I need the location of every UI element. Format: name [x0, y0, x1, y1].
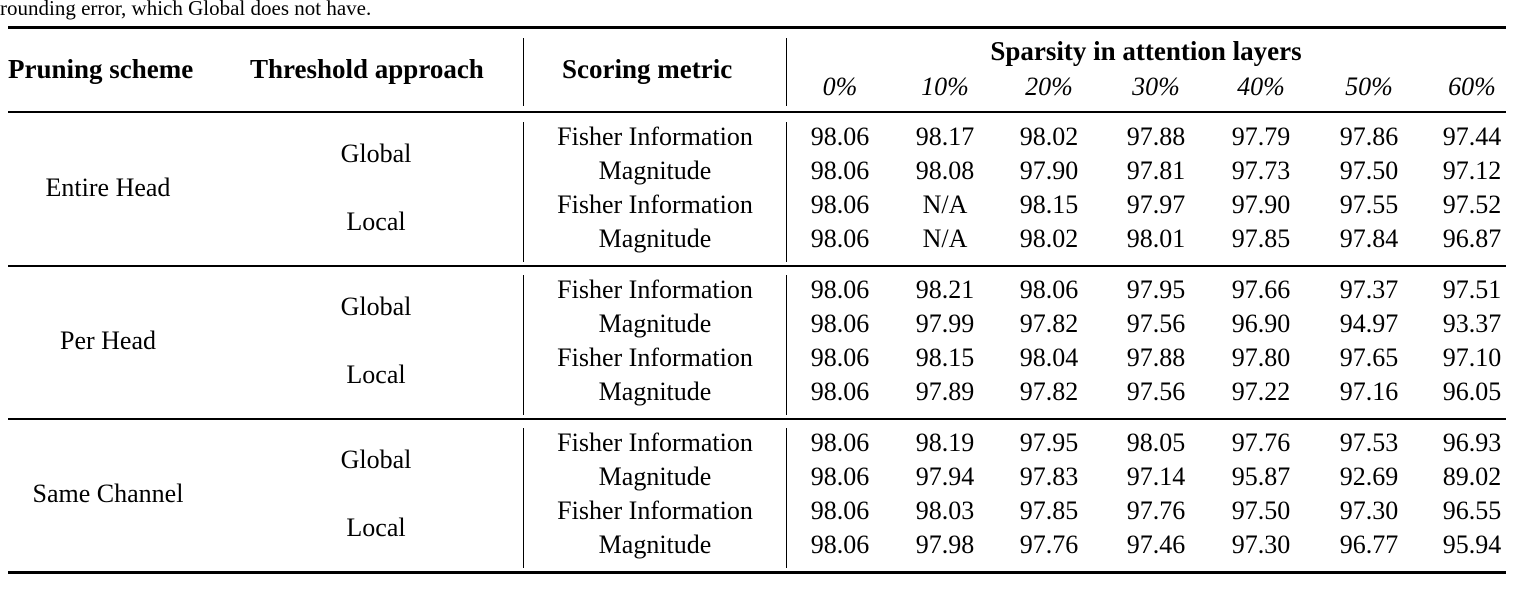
sparsity-level-3: 30%: [1132, 72, 1180, 101]
accuracy-cell: 97.14: [1126, 462, 1186, 491]
pruning-scheme-label: Per Head: [59, 326, 156, 355]
accuracy-cell: 98.06: [810, 343, 870, 372]
accuracy-cell: 96.87: [1442, 224, 1502, 253]
accuracy-cell: 97.84: [1339, 224, 1399, 253]
sparsity-level-4: 40%: [1237, 72, 1285, 101]
accuracy-cell: 98.06: [810, 275, 870, 304]
divider-metric: [786, 275, 787, 415]
threshold-label: Global: [340, 445, 412, 474]
accuracy-cell: 96.05: [1442, 377, 1502, 406]
accuracy-cell: 98.06: [810, 122, 870, 151]
divider-threshold: [523, 428, 524, 568]
accuracy-cell: 97.98: [915, 530, 975, 559]
scoring-metric-cell: Fisher Information: [557, 275, 753, 304]
sparsity-level-5: 50%: [1345, 72, 1393, 101]
header-divider-metric: [786, 38, 787, 106]
accuracy-cell: 97.30: [1231, 530, 1291, 559]
accuracy-cell: 95.87: [1231, 462, 1291, 491]
accuracy-cell: 97.50: [1339, 156, 1399, 185]
header-scoring-metric: Scoring metric: [562, 54, 733, 84]
accuracy-cell: 97.95: [1019, 428, 1079, 457]
pruning-scheme-label: Same Channel: [32, 479, 184, 508]
accuracy-cell: 97.46: [1126, 530, 1186, 559]
accuracy-cell: 97.88: [1126, 122, 1186, 151]
accuracy-cell: 97.99: [915, 309, 975, 338]
accuracy-cell: 97.52: [1442, 190, 1502, 219]
accuracy-cell: 97.94: [915, 462, 975, 491]
accuracy-cell: 97.86: [1339, 122, 1399, 151]
accuracy-cell: 97.80: [1231, 343, 1291, 372]
threshold-label: Global: [340, 139, 412, 168]
accuracy-cell: 97.85: [1231, 224, 1291, 253]
sparsity-level-2: 20%: [1025, 72, 1073, 101]
sparsity-level-1: 10%: [921, 72, 969, 101]
divider-threshold: [523, 275, 524, 415]
accuracy-cell: 98.08: [915, 156, 975, 185]
accuracy-cell: N/A: [922, 224, 968, 253]
bottom-rule: [8, 571, 1506, 574]
header-pruning-scheme: Pruning scheme: [8, 54, 194, 84]
accuracy-cell: 97.82: [1019, 309, 1079, 338]
scoring-metric-cell: Magnitude: [598, 530, 712, 559]
accuracy-cell: 98.06: [810, 530, 870, 559]
accuracy-cell: 98.15: [1019, 190, 1079, 219]
scoring-metric-cell: Fisher Information: [557, 496, 753, 525]
accuracy-cell: 96.93: [1442, 428, 1502, 457]
accuracy-cell: 97.89: [915, 377, 975, 406]
accuracy-cell: 98.21: [915, 275, 975, 304]
accuracy-cell: 97.22: [1231, 377, 1291, 406]
accuracy-cell: 97.37: [1339, 275, 1399, 304]
header-sparsity-title: Sparsity in attention layers: [990, 36, 1302, 66]
accuracy-cell: 97.56: [1126, 309, 1186, 338]
caption-tail: rounding error, which Global does not have.: [0, 0, 372, 20]
accuracy-cell: 96.77: [1339, 530, 1399, 559]
accuracy-cell: 97.85: [1019, 496, 1079, 525]
accuracy-cell: 98.06: [810, 309, 870, 338]
header-threshold-approach: Threshold approach: [250, 54, 484, 84]
accuracy-cell: N/A: [922, 190, 968, 219]
accuracy-cell: 98.06: [810, 496, 870, 525]
accuracy-cell: 97.81: [1126, 156, 1186, 185]
threshold-label: Local: [346, 360, 406, 389]
accuracy-cell: 98.06: [810, 190, 870, 219]
scoring-metric-cell: Magnitude: [598, 224, 712, 253]
accuracy-cell: 98.05: [1126, 428, 1186, 457]
threshold-label: Local: [346, 207, 406, 236]
accuracy-cell: 97.82: [1019, 377, 1079, 406]
accuracy-cell: 97.50: [1231, 496, 1291, 525]
accuracy-cell: 98.06: [810, 428, 870, 457]
header-rule: [8, 111, 1506, 113]
accuracy-cell: 93.37: [1442, 309, 1502, 338]
accuracy-cell: 98.17: [915, 122, 975, 151]
scoring-metric-cell: Magnitude: [598, 462, 712, 491]
accuracy-cell: 98.01: [1126, 224, 1186, 253]
accuracy-cell: 97.56: [1126, 377, 1186, 406]
pruning-scheme-label: Entire Head: [45, 173, 171, 202]
accuracy-cell: 97.90: [1231, 190, 1291, 219]
accuracy-cell: 97.16: [1339, 377, 1399, 406]
group-separator-rule: [8, 265, 1506, 267]
accuracy-cell: 97.66: [1231, 275, 1291, 304]
scoring-metric-cell: Magnitude: [598, 377, 712, 406]
accuracy-cell: 98.19: [915, 428, 975, 457]
accuracy-cell: 97.73: [1231, 156, 1291, 185]
accuracy-cell: 94.97: [1339, 309, 1399, 338]
accuracy-cell: 98.06: [1019, 275, 1079, 304]
accuracy-cell: 98.06: [810, 377, 870, 406]
accuracy-cell: 98.15: [915, 343, 975, 372]
top-rule: [8, 26, 1506, 29]
accuracy-cell: 97.83: [1019, 462, 1079, 491]
header-divider-threshold: [523, 38, 524, 106]
accuracy-cell: 97.12: [1442, 156, 1502, 185]
accuracy-cell: 97.53: [1339, 428, 1399, 457]
scoring-metric-cell: Magnitude: [598, 156, 712, 185]
sparsity-level-6: 60%: [1448, 72, 1496, 101]
accuracy-cell: 89.02: [1442, 462, 1502, 491]
accuracy-cell: 97.76: [1231, 428, 1291, 457]
accuracy-cell: 97.55: [1339, 190, 1399, 219]
accuracy-cell: 97.90: [1019, 156, 1079, 185]
accuracy-cell: 97.30: [1339, 496, 1399, 525]
accuracy-cell: 97.97: [1126, 190, 1186, 219]
scoring-metric-cell: Magnitude: [598, 309, 712, 338]
accuracy-cell: 98.04: [1019, 343, 1079, 372]
accuracy-cell: 96.55: [1442, 496, 1502, 525]
accuracy-cell: 97.95: [1126, 275, 1186, 304]
accuracy-cell: 97.10: [1442, 343, 1502, 372]
sparsity-level-0: 0%: [822, 72, 858, 101]
threshold-label: Global: [340, 292, 412, 321]
threshold-label: Local: [346, 513, 406, 542]
scoring-metric-cell: Fisher Information: [557, 122, 753, 151]
scoring-metric-cell: Fisher Information: [557, 343, 753, 372]
scoring-metric-cell: Fisher Information: [557, 190, 753, 219]
accuracy-cell: 98.02: [1019, 224, 1079, 253]
accuracy-cell: 97.51: [1442, 275, 1502, 304]
group-separator-rule: [8, 418, 1506, 420]
divider-threshold: [523, 122, 524, 262]
accuracy-cell: 97.88: [1126, 343, 1186, 372]
accuracy-cell: 97.44: [1442, 122, 1502, 151]
scoring-metric-cell: Fisher Information: [557, 428, 753, 457]
accuracy-cell: 98.02: [1019, 122, 1079, 151]
accuracy-cell: 98.06: [810, 462, 870, 491]
divider-metric: [786, 122, 787, 262]
accuracy-cell: 95.94: [1442, 530, 1502, 559]
accuracy-cell: 97.76: [1126, 496, 1186, 525]
accuracy-cell: 96.90: [1231, 309, 1291, 338]
accuracy-cell: 97.79: [1231, 122, 1291, 151]
accuracy-cell: 98.03: [915, 496, 975, 525]
accuracy-cell: 98.06: [810, 156, 870, 185]
accuracy-cell: 97.76: [1019, 530, 1079, 559]
accuracy-cell: 97.65: [1339, 343, 1399, 372]
divider-metric: [786, 428, 787, 568]
accuracy-cell: 92.69: [1339, 462, 1399, 491]
accuracy-cell: 98.06: [810, 224, 870, 253]
